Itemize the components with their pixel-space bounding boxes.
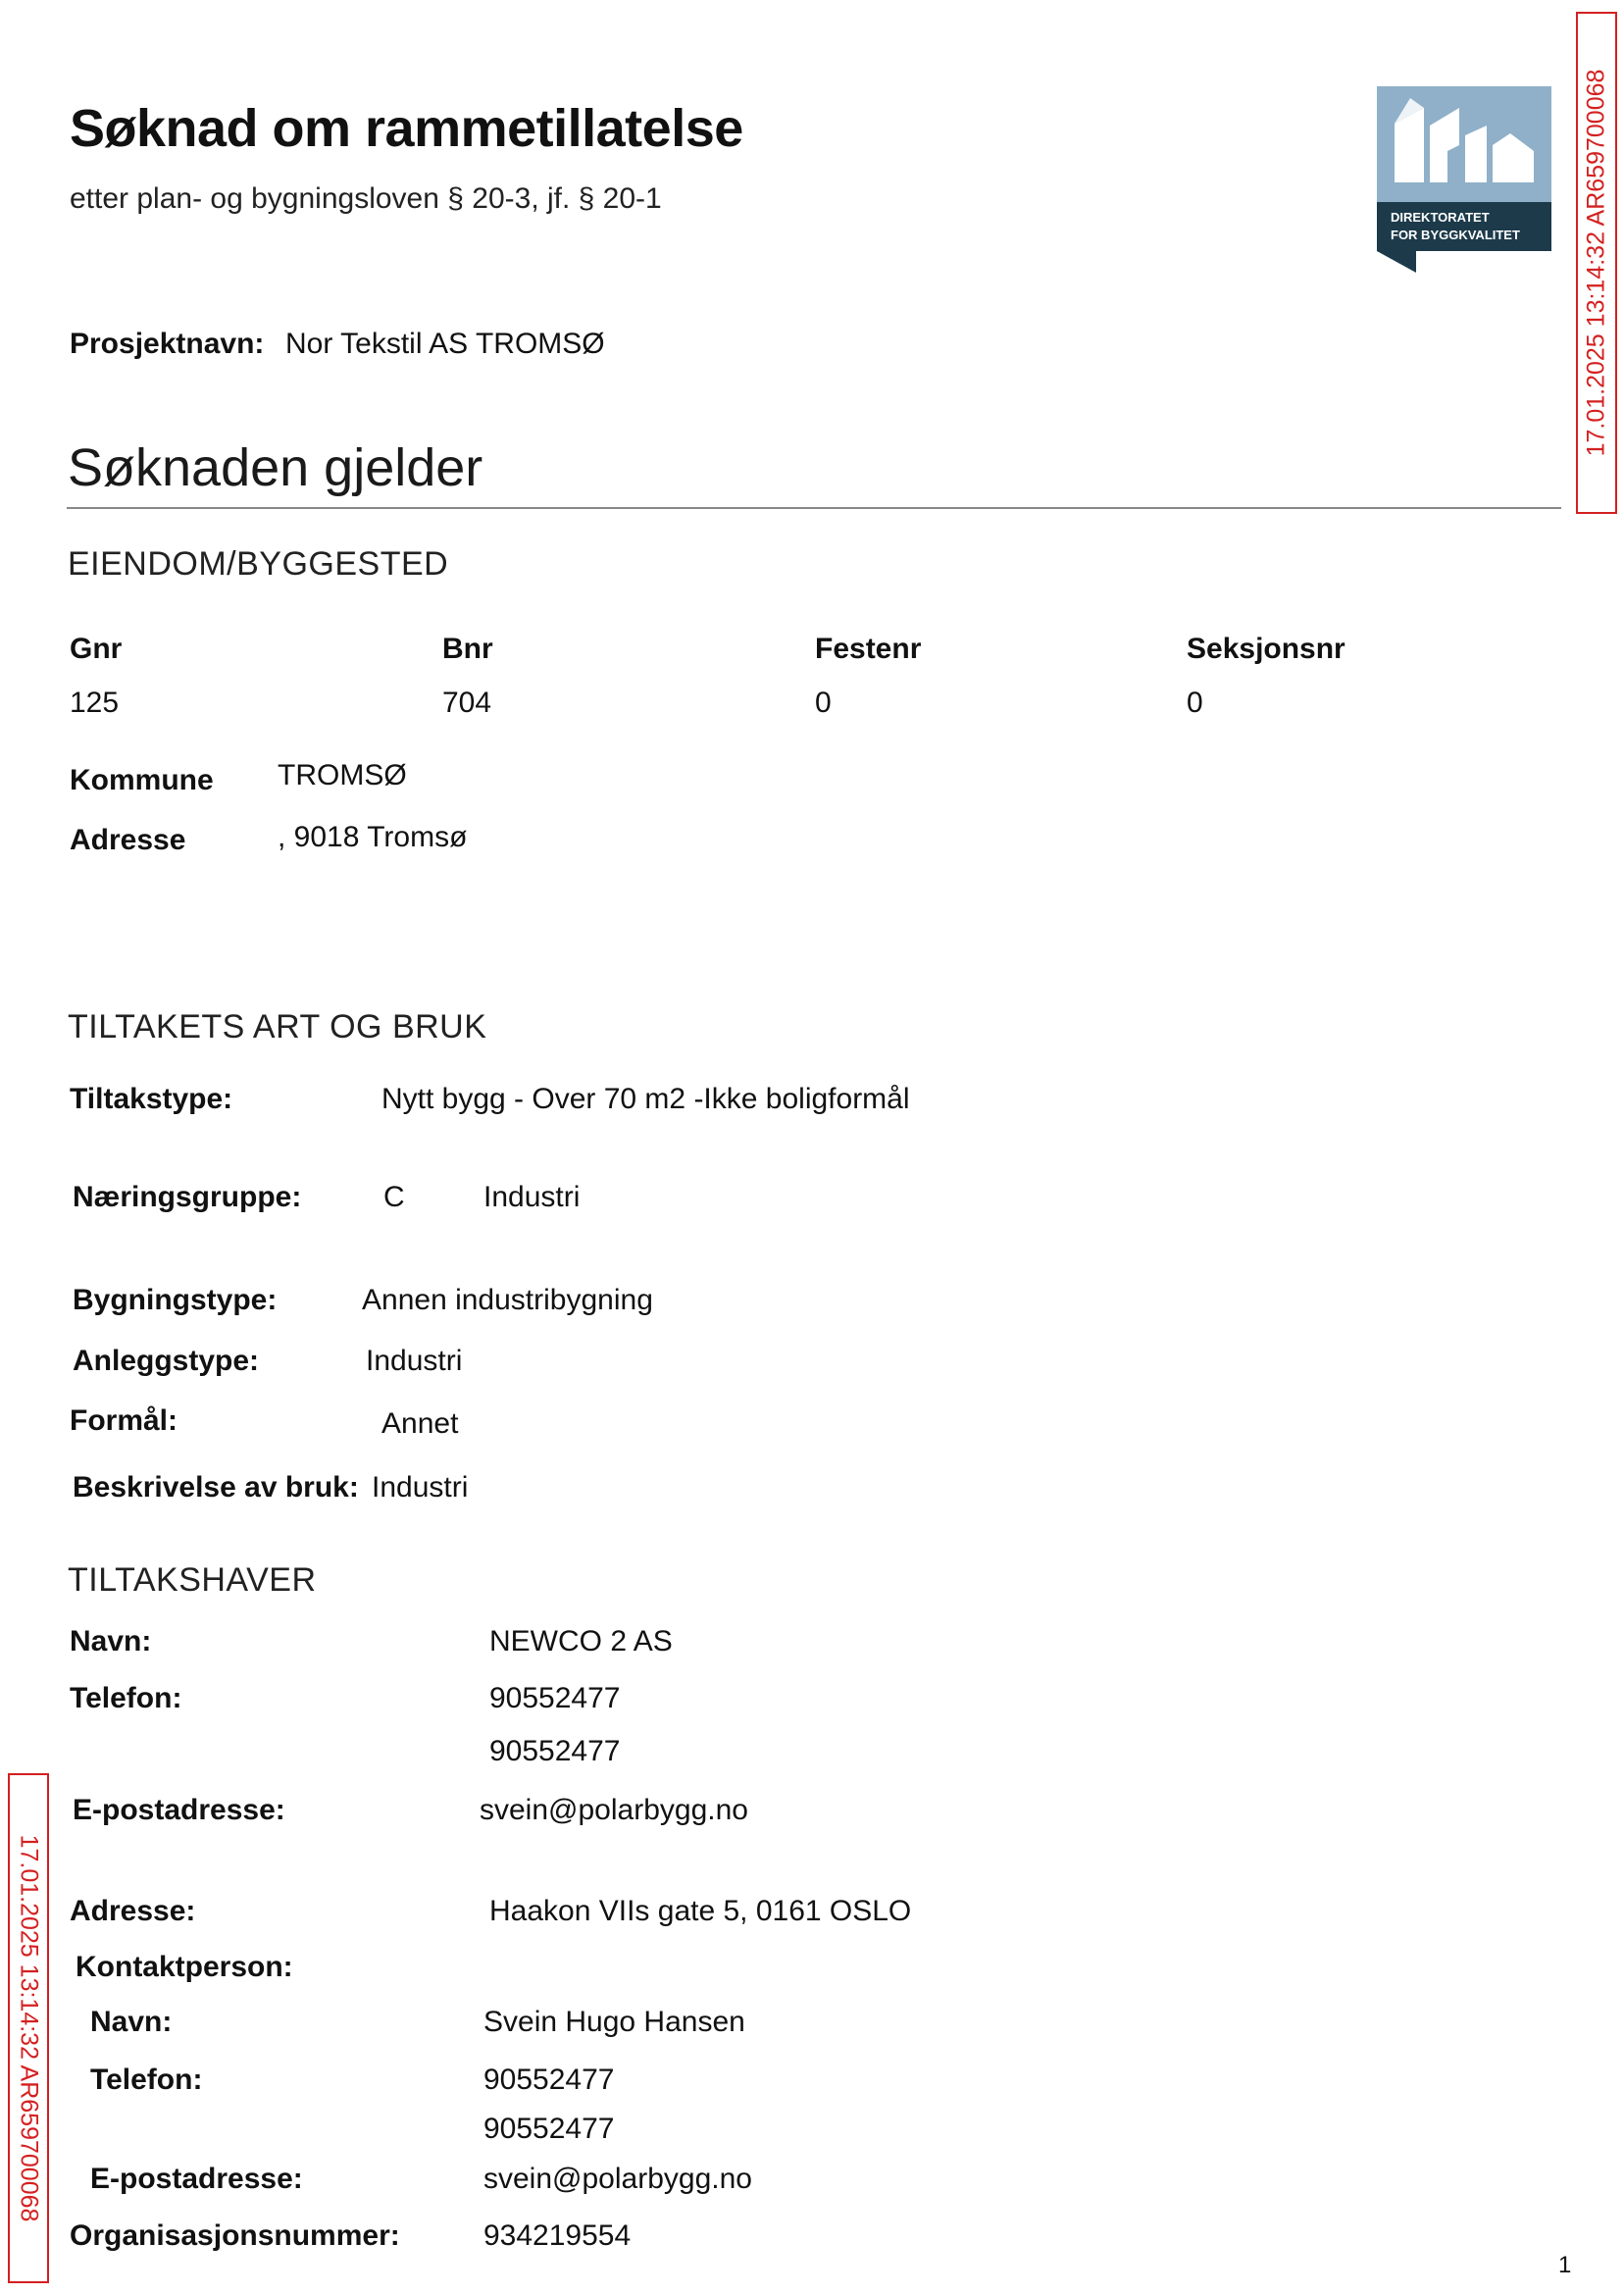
- festenr-value: 0: [815, 687, 832, 719]
- stamp-text: 17.01.2025 13:14:32 AR659700068: [1582, 69, 1610, 457]
- seksjonsnr-label: Seksjonsnr: [1187, 633, 1345, 665]
- owner-phone-value-2: 90552477: [489, 1735, 621, 1767]
- kommune-value: TROMSØ: [278, 759, 407, 791]
- dibk-logo-icon: [1377, 86, 1551, 273]
- contact-name-value: Svein Hugo Hansen: [483, 2006, 745, 2038]
- owner-phone-value-1: 90552477: [489, 1682, 621, 1714]
- naeringsgruppe-code: C: [383, 1181, 405, 1213]
- org-number-value: 934219554: [483, 2219, 632, 2252]
- owner-email-value: svein@polarbygg.no: [480, 1794, 748, 1826]
- measure-section-heading: TILTAKETS ART OG BRUK: [68, 1008, 487, 1045]
- gnr-value: 125: [70, 687, 120, 719]
- org-number-label: Organisasjonsnummer:: [70, 2219, 400, 2252]
- festenr-label: Festenr: [815, 633, 922, 665]
- beskrivelse-value: Industri: [372, 1471, 469, 1504]
- contact-email-value: svein@polarbygg.no: [483, 2163, 752, 2195]
- formal-value: Annet: [381, 1407, 459, 1440]
- naeringsgruppe-value: Industri: [483, 1181, 581, 1213]
- seksjonsnr-value: 0: [1187, 687, 1203, 719]
- bnr-value: 704: [442, 687, 492, 719]
- document-subtitle: etter plan- og bygningsloven § 20-3, jf. § 20-1: [70, 182, 662, 215]
- owner-email-label: E-postadresse:: [73, 1794, 285, 1826]
- logo-line-2: FOR BYGGKVALITET: [1391, 228, 1520, 242]
- naeringsgruppe-label: Næringsgruppe:: [73, 1181, 302, 1213]
- contact-phone-label: Telefon:: [90, 2064, 203, 2096]
- anleggstype-label: Anleggstype:: [73, 1345, 260, 1377]
- tiltakstype-label: Tiltakstype:: [70, 1083, 233, 1115]
- adresse-value: , 9018 Tromsø: [278, 821, 468, 853]
- contact-phone-value-1: 90552477: [483, 2064, 615, 2096]
- owner-name-label: Navn:: [70, 1625, 152, 1657]
- receipt-stamp-right: [1576, 12, 1617, 514]
- contact-person-label: Kontaktperson:: [76, 1951, 293, 1983]
- kommune-label: Kommune: [70, 764, 214, 796]
- contact-name-label: Navn:: [90, 2006, 173, 2038]
- owner-address-value: Haakon VIIs gate 5, 0161 OSLO: [489, 1895, 912, 1927]
- bygningstype-label: Bygningstype:: [73, 1284, 278, 1316]
- bnr-label: Bnr: [442, 633, 493, 665]
- bygningstype-value: Annen industribygning: [362, 1284, 653, 1316]
- stamp-text: 17.01.2025 13:14:32 AR659700068: [15, 1834, 43, 2222]
- formal-label: Formål:: [70, 1404, 178, 1437]
- main-heading: Søknaden gjelder: [68, 438, 483, 497]
- tiltakstype-value: Nytt bygg - Over 70 m2 -Ikke boligformål: [381, 1083, 910, 1115]
- logo-line-1: DIREKTORATET: [1391, 210, 1490, 225]
- receipt-stamp-left: [8, 1773, 49, 2283]
- anleggstype-value: Industri: [366, 1345, 463, 1377]
- heading-divider: [67, 507, 1561, 509]
- owner-phone-label: Telefon:: [70, 1682, 182, 1714]
- contact-email-label: E-postadresse:: [90, 2163, 303, 2195]
- beskrivelse-label: Beskrivelse av bruk:: [73, 1471, 359, 1504]
- owner-name-value: NEWCO 2 AS: [489, 1625, 673, 1657]
- contact-phone-value-2: 90552477: [483, 2113, 615, 2145]
- page-number: 1: [1558, 2252, 1572, 2278]
- project-name-label: Prosjektnavn:: [70, 328, 265, 360]
- owner-section-heading: TILTAKSHAVER: [68, 1561, 317, 1599]
- adresse-label: Adresse: [70, 824, 186, 856]
- project-name-value: Nor Tekstil AS TROMSØ: [285, 328, 605, 360]
- property-section-heading: EIENDOM/BYGGESTED: [68, 545, 449, 583]
- gnr-label: Gnr: [70, 633, 123, 665]
- document-title: Søknad om rammetillatelse: [70, 99, 743, 158]
- owner-address-label: Adresse:: [70, 1895, 196, 1927]
